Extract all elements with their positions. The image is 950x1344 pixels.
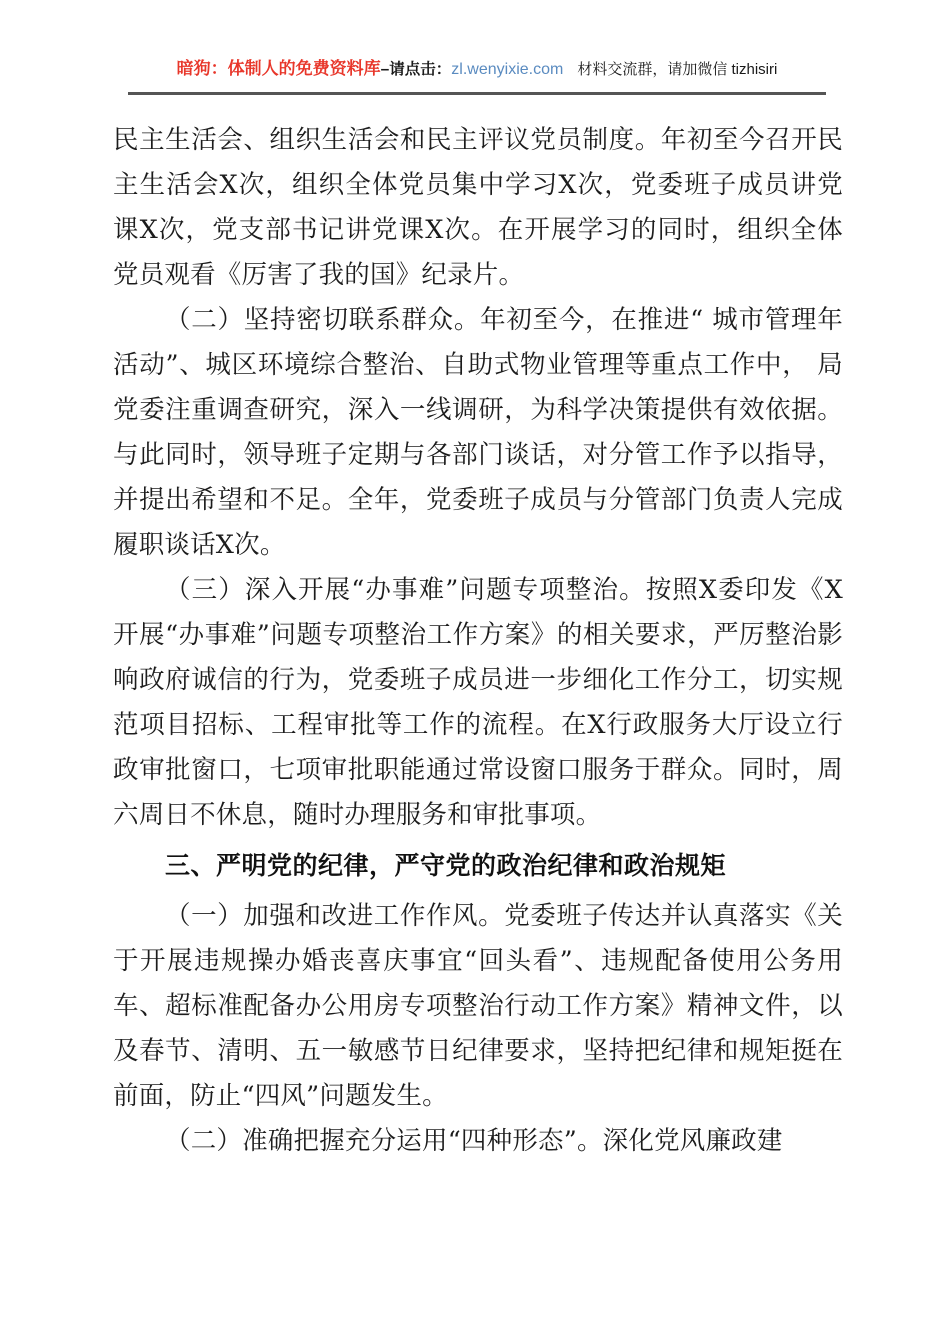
promo-cta-text: –请点击： <box>380 61 452 78</box>
section-heading-three: 三、严明党的纪律，严守党的政治纪律和政治规矩 <box>165 851 727 880</box>
paragraph-sub-two: （二）准确把握充分运用“四种形态”。深化党风廉政建 <box>165 1126 783 1156</box>
promo-header-banner <box>128 58 826 81</box>
header-divider-rule <box>128 92 826 95</box>
promo-wechat-text: 材料交流群，请加微信 tizhisiri <box>577 61 778 78</box>
paragraph-continuation: 民主生活会、组织生活会和民主评议党员制度。年初至今召开民主生活会X次，组织全体党员集中学习X次，党委班子成员讲党课X次，党支部书记讲党课X次。在开展学习的同时，组织全体党员观看《厉害了我的国》纪录片。 <box>113 125 843 290</box>
promo-brand-text: 暗狗：体制人的免费资料库 <box>176 59 381 78</box>
promo-header-line <box>128 58 826 81</box>
paragraph-item-two: （二）坚持密切联系群众。年初至今，在推进“ 城市管理年活动”、城区环境综合整治、自助式物业管理等重点工作中， 局党委注重调查研究，深入一线调研，为科学决策提供有效依据。与此同时，领导班子定期与各部门谈话，对分管工作予以指导，并提出希望和不足。全年，党委班子成员与分管部门负责人完成履职谈话X次。 <box>113 305 843 560</box>
promo-link[interactable]: zl.wenyixie.com <box>451 61 564 78</box>
paragraph-item-three: （三）深入开展“办事难”问题专项整治。按照X委印发《X开展“办事难”问题专项整治工作方案》的相关要求，严厉整治影响政府诚信的行为，党委班子成员进一步细化工作分工，切实规范项目招标、工程审批等工作的流程。在X行政服务大厅设立行政审批窗口，七项审批职能通过常设窗口服务于群众。同时，周六周日不休息，随时办理服务和审批事项。 <box>113 575 843 830</box>
document-body <box>113 118 843 1164</box>
paragraph-sub-one: （一）加强和改进工作作风。党委班子传达并认真落实《关于开展违规操办婚丧喜庆事宜“回头看”、违规配备使用公务用车、超标准配备办公用房专项整治行动工作方案》精神文件，以及春节、清明、五一敏感节日纪律要求，坚持把纪律和规矩挺在前面，防止“四风”问题发生。 <box>113 901 843 1111</box>
